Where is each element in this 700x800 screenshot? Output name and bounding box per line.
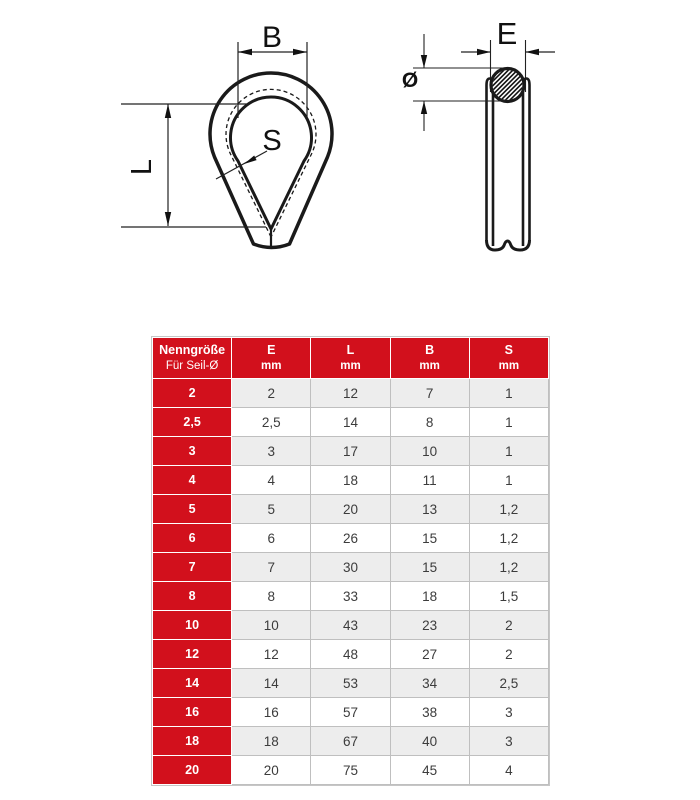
cell-l: 14 <box>311 408 390 437</box>
dim-label-e: E <box>496 16 518 51</box>
header-col-s <box>469 338 548 379</box>
cell-s: 1,2 <box>469 553 548 582</box>
cell-e: 14 <box>232 669 311 698</box>
cell-b: 18 <box>390 582 469 611</box>
table-row <box>153 698 549 727</box>
cell-b: 27 <box>390 640 469 669</box>
arrowhead <box>477 49 491 55</box>
header-col-unit: mm <box>498 359 520 372</box>
cell-b: 10 <box>390 437 469 466</box>
table-row <box>153 611 549 640</box>
cell-nominal-size: 6 <box>153 524 232 553</box>
cell-e: 16 <box>232 698 311 727</box>
cell-e: 20 <box>232 756 311 785</box>
channel-right-wall <box>523 79 530 247</box>
header-col-e <box>232 338 311 379</box>
cell-s: 2 <box>469 640 548 669</box>
cell-nominal-size: 10 <box>153 611 232 640</box>
cell-b: 34 <box>390 669 469 698</box>
cell-b: 45 <box>390 756 469 785</box>
cell-nominal-size: 2 <box>153 379 232 408</box>
thimble-side-view <box>402 16 555 250</box>
cell-l: 12 <box>311 379 390 408</box>
cell-b: 11 <box>390 466 469 495</box>
cell-s: 1 <box>469 408 548 437</box>
table-row <box>153 495 549 524</box>
cell-l: 48 <box>311 640 390 669</box>
cell-l: 67 <box>311 727 390 756</box>
table-row <box>153 756 549 785</box>
cell-e: 2,5 <box>232 408 311 437</box>
table-row <box>153 640 549 669</box>
cell-b: 13 <box>390 495 469 524</box>
arrowhead <box>238 49 252 55</box>
header-col-label: S <box>504 343 514 358</box>
cell-l: 33 <box>311 582 390 611</box>
dim-label-l: L <box>126 158 158 176</box>
header-col-l <box>311 338 390 379</box>
dimension-table-frame <box>151 336 550 786</box>
cell-s: 3 <box>469 698 548 727</box>
cell-e: 4 <box>232 466 311 495</box>
dim-label-b: B <box>261 21 283 54</box>
dimension-table <box>152 337 549 785</box>
cell-nominal-size: 8 <box>153 582 232 611</box>
header-col-unit: mm <box>419 359 440 372</box>
cell-e: 7 <box>232 553 311 582</box>
cell-nominal-size: 14 <box>153 669 232 698</box>
cell-e: 2 <box>232 379 311 408</box>
cell-s: 1 <box>469 379 548 408</box>
header-col-unit: mm <box>261 359 282 372</box>
header-col-label: L <box>346 343 355 358</box>
technical-drawings <box>0 0 700 330</box>
cell-l: 43 <box>311 611 390 640</box>
cell-nominal-size: 2,5 <box>153 408 232 437</box>
table-row <box>153 466 549 495</box>
header-col-label: E <box>267 343 276 358</box>
table-row <box>153 553 549 582</box>
cell-e: 8 <box>232 582 311 611</box>
cell-l: 75 <box>311 756 390 785</box>
cell-e: 3 <box>232 437 311 466</box>
table-row <box>153 669 549 698</box>
cell-e: 6 <box>232 524 311 553</box>
cell-nominal-size: 20 <box>153 756 232 785</box>
dim-label-rope-diameter: Ø <box>401 69 419 92</box>
cell-l: 18 <box>311 466 390 495</box>
cell-s: 2,5 <box>469 669 548 698</box>
cell-l: 30 <box>311 553 390 582</box>
cell-s: 1,2 <box>469 524 548 553</box>
cell-e: 5 <box>232 495 311 524</box>
cell-b: 7 <box>390 379 469 408</box>
cell-s: 1 <box>469 437 548 466</box>
table-header-row <box>153 338 549 379</box>
table-row <box>153 524 549 553</box>
cell-e: 12 <box>232 640 311 669</box>
arrowhead <box>165 104 171 118</box>
thimble-front-view <box>121 21 332 249</box>
cell-nominal-size: 16 <box>153 698 232 727</box>
cell-e: 10 <box>232 611 311 640</box>
header-col-unit: mm <box>340 359 361 372</box>
channel-left-wall <box>487 79 494 247</box>
header-size-line1: Nenngröße <box>159 343 226 358</box>
header-col-label: B <box>425 343 435 358</box>
arrowhead <box>526 49 540 55</box>
cell-s: 1,2 <box>469 495 548 524</box>
dim-label-s: S <box>262 125 282 157</box>
cell-l: 17 <box>311 437 390 466</box>
table-row <box>153 437 549 466</box>
cell-l: 26 <box>311 524 390 553</box>
header-nominal-size <box>153 338 232 379</box>
arrowhead <box>421 101 427 114</box>
cell-nominal-size: 5 <box>153 495 232 524</box>
table-row <box>153 727 549 756</box>
cell-b: 15 <box>390 553 469 582</box>
cell-s: 1,5 <box>469 582 548 611</box>
header-col-b <box>390 338 469 379</box>
cell-nominal-size: 4 <box>153 466 232 495</box>
cell-l: 53 <box>311 669 390 698</box>
cell-b: 40 <box>390 727 469 756</box>
cell-s: 4 <box>469 756 548 785</box>
cell-b: 8 <box>390 408 469 437</box>
cell-b: 23 <box>390 611 469 640</box>
cell-b: 15 <box>390 524 469 553</box>
table-row <box>153 582 549 611</box>
cell-e: 18 <box>232 727 311 756</box>
cell-nominal-size: 18 <box>153 727 232 756</box>
cell-l: 57 <box>311 698 390 727</box>
cell-nominal-size: 7 <box>153 553 232 582</box>
cell-s: 3 <box>469 727 548 756</box>
arrowhead <box>421 55 427 68</box>
cell-b: 38 <box>390 698 469 727</box>
cell-nominal-size: 3 <box>153 437 232 466</box>
header-size-line2: Für Seil-Ø <box>165 359 219 372</box>
arrowhead <box>165 212 171 226</box>
cell-nominal-size: 12 <box>153 640 232 669</box>
cell-s: 1 <box>469 466 548 495</box>
cell-s: 2 <box>469 611 548 640</box>
table-row <box>153 379 549 408</box>
cell-l: 20 <box>311 495 390 524</box>
arrowhead <box>293 49 307 55</box>
table-row <box>153 408 549 437</box>
